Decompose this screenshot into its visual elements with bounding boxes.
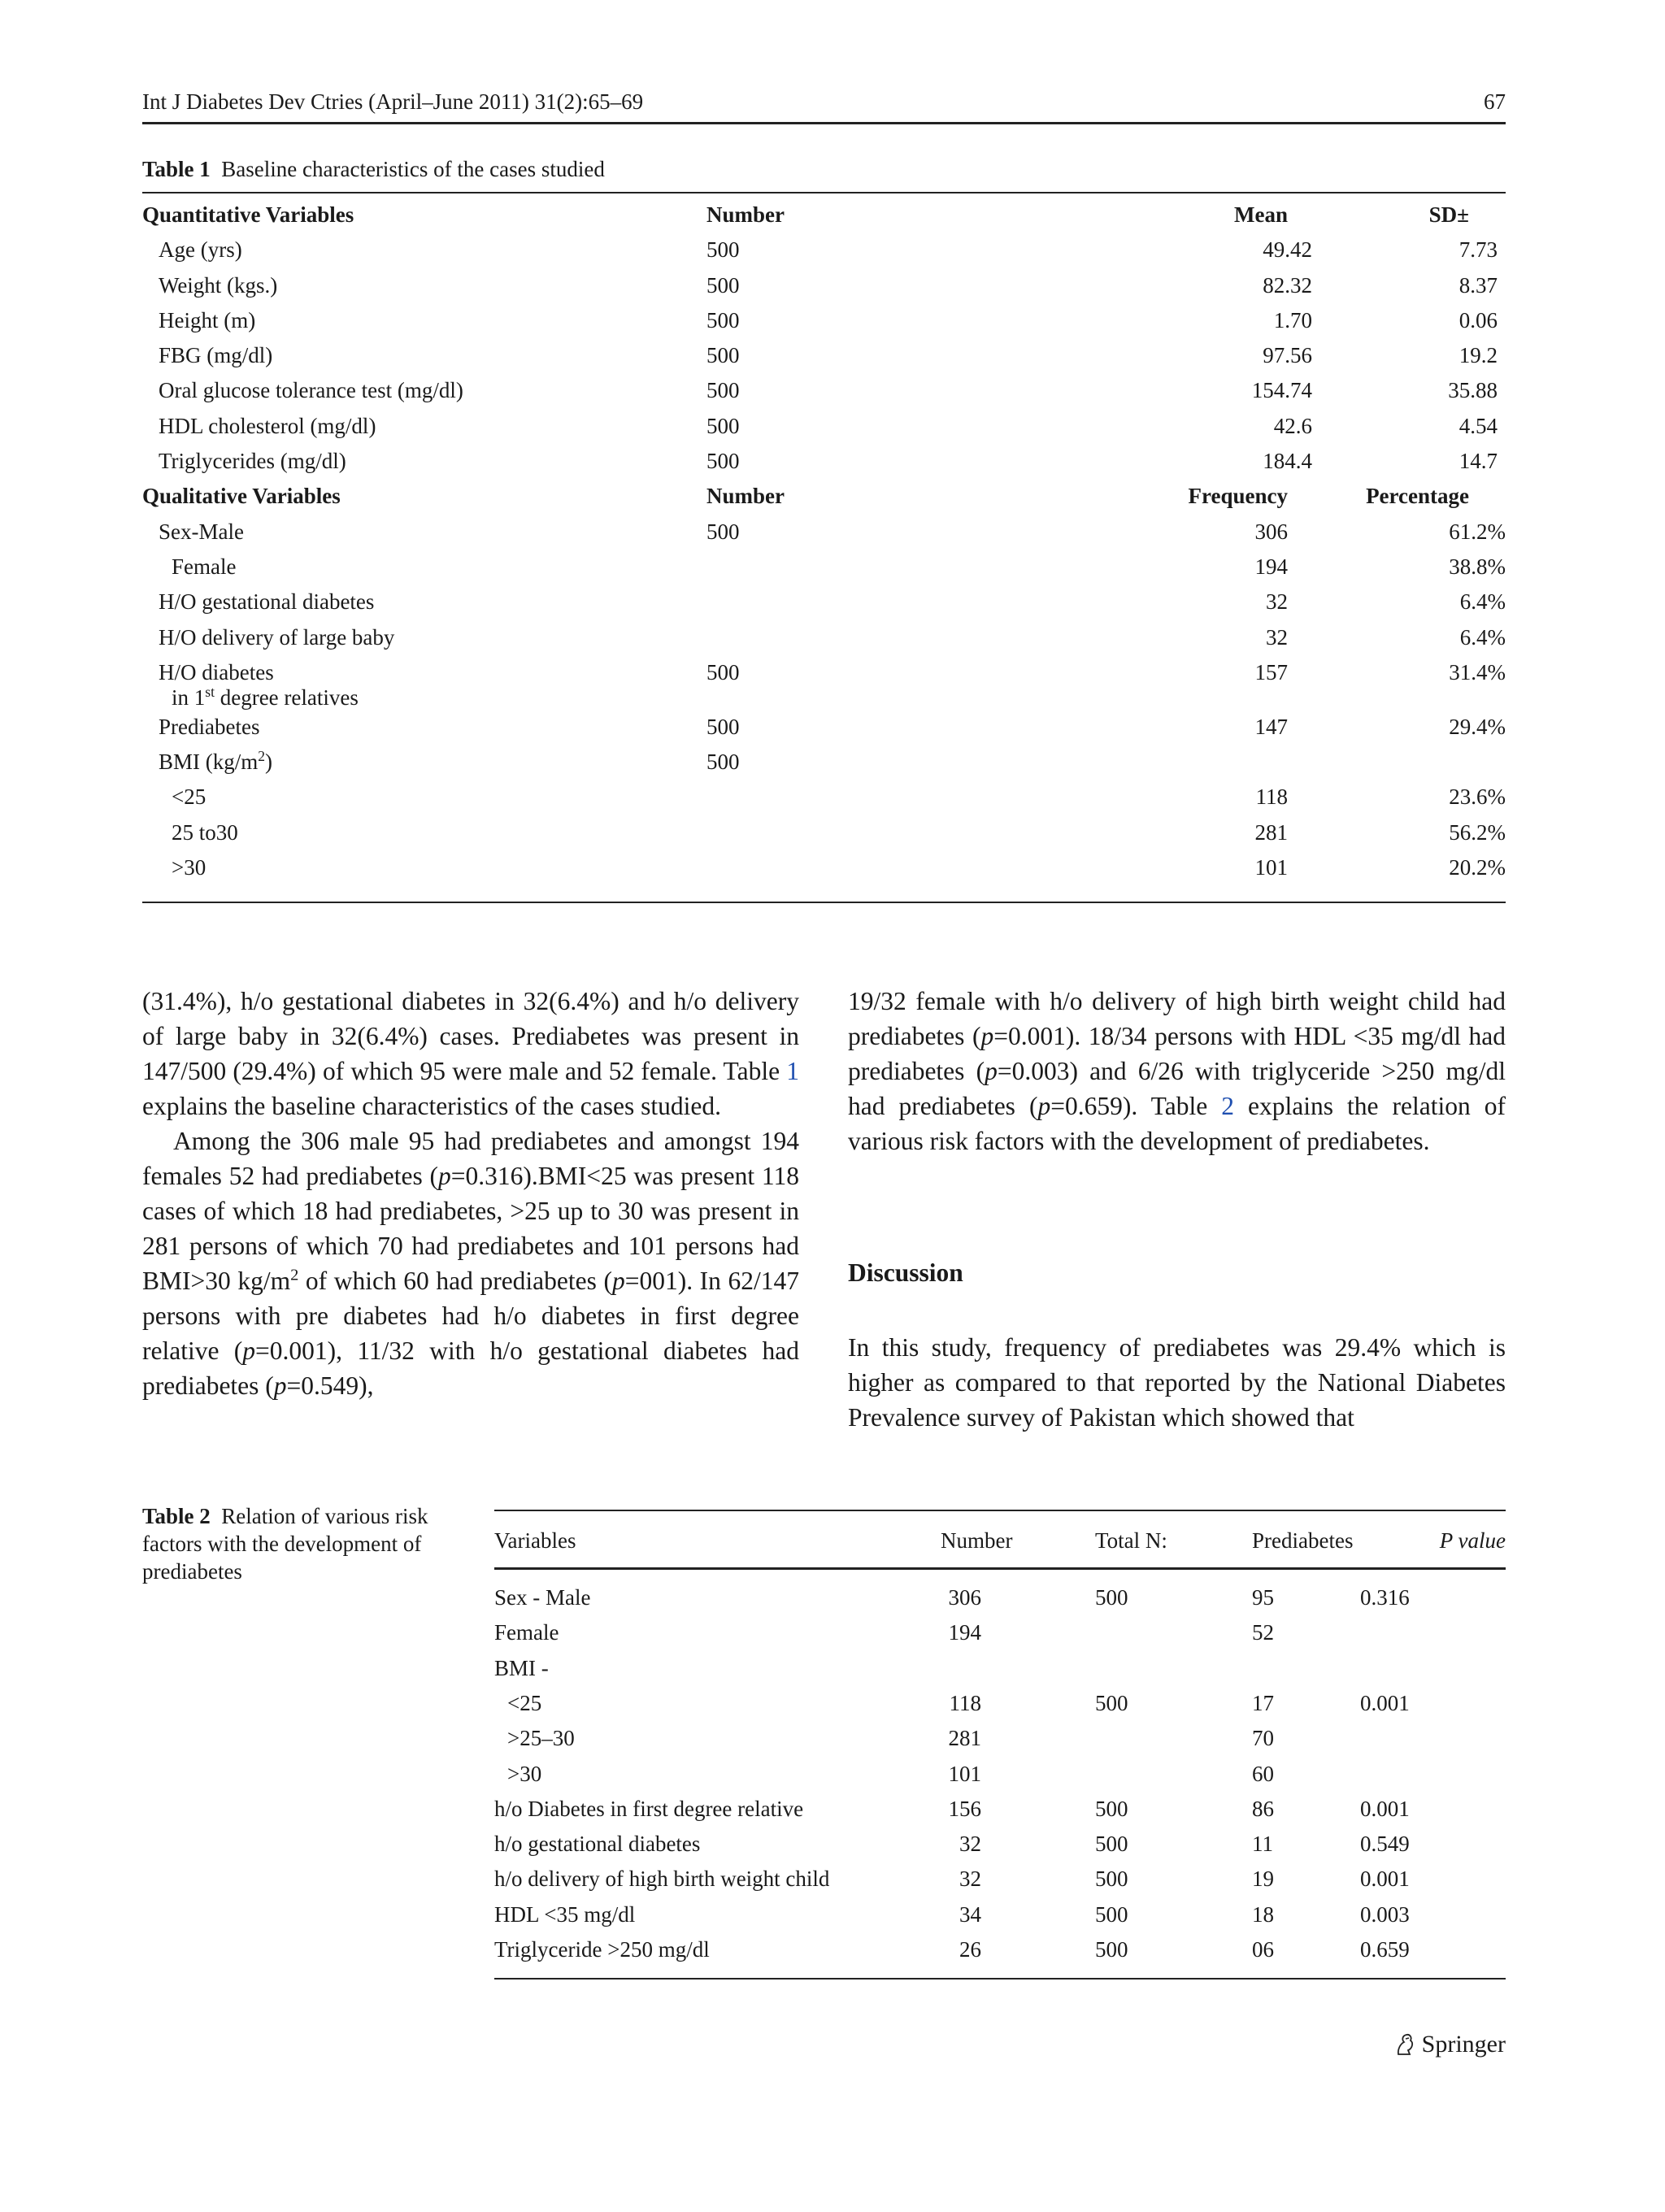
table1-header-cell: Number xyxy=(706,484,785,509)
body-right-paragraph-1 xyxy=(848,984,1506,1158)
table2-cell: >30 xyxy=(507,1761,542,1786)
table2-cell: 0.001 xyxy=(1360,1867,1410,1892)
table-row xyxy=(142,519,1506,554)
discussion-heading: Discussion xyxy=(848,1258,963,1287)
table-row xyxy=(142,589,1506,624)
table1-cell: 6.4% xyxy=(1459,589,1506,615)
table2-cell: 0.001 xyxy=(1360,1796,1410,1821)
table2-caption xyxy=(142,1502,459,1585)
table1-cell: 38.8% xyxy=(1449,554,1506,579)
table1-header-cell: Quantitative Variables xyxy=(142,202,354,227)
table1-cell: 23.6% xyxy=(1449,784,1506,810)
table2-cell: 500 xyxy=(1095,1901,1128,1927)
table1-cell: 61.2% xyxy=(1449,519,1506,544)
table2-cell: 86 xyxy=(1252,1796,1274,1821)
table2-cell: 101 xyxy=(948,1761,981,1786)
table1-cell: 20.2% xyxy=(1449,855,1506,880)
table2-cell: 500 xyxy=(1095,1867,1128,1892)
table-row xyxy=(494,1832,1506,1867)
table1-cell: Height (m) xyxy=(159,307,256,332)
p-symbol: p xyxy=(611,1267,625,1295)
table1-cell: 154.74 xyxy=(1251,378,1312,403)
table1-cell: 281 xyxy=(1254,819,1288,845)
table1-cell: 31.4% xyxy=(1449,659,1506,684)
table2-cell: 52 xyxy=(1252,1620,1274,1645)
table1-qual-header-row xyxy=(142,483,1506,518)
table1-header-cell: Frequency xyxy=(1188,484,1288,509)
table2-cell: 17 xyxy=(1252,1690,1274,1715)
table1-cell: 7.73 xyxy=(1459,237,1498,263)
table1-cell: 184.4 xyxy=(1263,449,1312,474)
discussion-paragraph: In this study, frequency of prediabetes was 29.4% which is higher as compared to that reported by the National Diabetes Prevalence survey of Pakistan which showed that xyxy=(848,1333,1506,1432)
table1-cell xyxy=(706,589,991,624)
page-number: 67 xyxy=(1484,89,1506,114)
table2-header-pvalue xyxy=(1440,1528,1506,1554)
table2-header-number: Number xyxy=(941,1528,1013,1553)
table2-header-rule xyxy=(494,1567,1506,1570)
table2-top-rule xyxy=(494,1510,1506,1511)
text-run: 19/32 female with h/o delivery of high birth weight child had prediabetes ( xyxy=(848,987,1506,1050)
table2-cell: <25 xyxy=(507,1690,542,1715)
p-symbol: P xyxy=(1439,1528,1453,1553)
table2-cell: 500 xyxy=(1095,1585,1128,1610)
table1-cell: 6.4% xyxy=(1459,624,1506,650)
table-row xyxy=(142,272,1506,307)
table2-cell: 06 xyxy=(1252,1937,1274,1962)
table2-header-total: Total N: xyxy=(1095,1528,1167,1553)
text-run: =0.549), xyxy=(286,1371,374,1400)
table1-cell: 500 xyxy=(706,519,740,544)
table1-cell: 500 xyxy=(706,307,740,332)
table2-cell: 0.003 xyxy=(1360,1901,1410,1927)
table1-top-rule xyxy=(142,192,1506,193)
text-run: explains the baseline characteristics of the cases studied. xyxy=(142,1092,721,1120)
table1-cell: >30 xyxy=(172,855,206,880)
table1-cell: 147 xyxy=(1254,714,1288,739)
table2-cell: Triglyceride >250 mg/dl xyxy=(494,1937,710,1962)
text-run: =0.001), 11/32 with h/o gestational diabetes had prediabetes ( xyxy=(142,1336,799,1400)
table2-cell: 194 xyxy=(948,1620,981,1645)
table1-cell xyxy=(706,554,991,589)
table2-cell: h/o delivery of high birth weight child xyxy=(494,1867,830,1892)
table1 xyxy=(142,202,1506,889)
table-row xyxy=(494,1620,1506,1655)
table2-cell: h/o gestational diabetes xyxy=(494,1832,701,1857)
table1-caption-text: Baseline characteristics of the cases studied xyxy=(221,157,605,181)
table2-cell: 0.659 xyxy=(1360,1937,1410,1962)
table-row xyxy=(494,1691,1506,1726)
table1-cell: 118 xyxy=(1255,784,1288,810)
springer-horse-icon xyxy=(1394,2032,1415,2057)
table-row xyxy=(142,237,1506,272)
table-row xyxy=(494,1726,1506,1761)
table-row xyxy=(494,1867,1506,1901)
table1-header-cell: Mean xyxy=(1234,202,1288,227)
table2-header-prediabetes: Prediabetes xyxy=(1252,1528,1354,1553)
diabetes-relatives-line2-post: degree relatives xyxy=(214,684,359,710)
table-row xyxy=(142,784,1506,819)
table2-cell: >25–30 xyxy=(507,1726,575,1751)
table-row xyxy=(142,307,1506,342)
springer-logo-text: Springer xyxy=(1421,2031,1506,2058)
table1-cell: 101 xyxy=(1254,855,1288,880)
table1-cell: Age (yrs) xyxy=(159,237,242,263)
table-row xyxy=(142,854,1506,889)
table2-cell: 95 xyxy=(1252,1585,1274,1610)
text-run: =001). In 62/147 persons with pre diabetes had h/o diabetes in first degree relative ( xyxy=(142,1267,799,1365)
p-symbol: p xyxy=(273,1371,287,1400)
p-symbol: p xyxy=(438,1162,451,1190)
table-row xyxy=(494,1762,1506,1797)
table1-cell: Female xyxy=(172,554,237,579)
table-row xyxy=(142,819,1506,854)
text-run: =0.003) and 6/26 with triglyceride >250 mg/dl had prediabetes ( xyxy=(848,1057,1506,1120)
table1-header-cell: Percentage xyxy=(1366,484,1469,509)
table1-cell: 500 xyxy=(706,343,740,368)
table2-cell: 0.316 xyxy=(1360,1585,1410,1610)
springer-logo xyxy=(1394,2031,1506,2058)
running-header-journal: Int J Diabetes Dev Ctries (April–June 2011) 31(2):65–69 xyxy=(142,89,644,114)
table2-cell: 0.001 xyxy=(1360,1690,1410,1715)
text-run: =0.659). Table xyxy=(1050,1092,1222,1120)
table2-cell: 19 xyxy=(1252,1867,1274,1892)
table1-cell: Oral glucose tolerance test (mg/dl) xyxy=(159,378,463,403)
table2-cell: BMI - xyxy=(494,1655,549,1680)
text-run: (31.4%), h/o gestational diabetes in 32(6.4%) and h/o delivery of large baby in 32(6.4%) cases. Prediabetes was present in 147/500 (29.4%) of which 95 were male and 52 female. Table xyxy=(142,987,799,1085)
table2-cell: 281 xyxy=(948,1726,981,1751)
table1-cell: 306 xyxy=(1254,519,1288,544)
table1-bottom-rule xyxy=(142,902,1506,903)
table1-cell: 500 xyxy=(706,237,740,263)
table1-cell: 500 xyxy=(706,659,740,684)
table1-cell: 4.54 xyxy=(1459,413,1498,438)
table1-cell: 29.4% xyxy=(1449,714,1506,739)
table1-cell: 0.06 xyxy=(1459,307,1498,332)
text-run: Among the 306 male 95 had prediabetes and amongst 194 females 52 had prediabetes ( xyxy=(142,1127,799,1190)
table1-header-cell: SD± xyxy=(1428,202,1469,227)
table2-cell: 34 xyxy=(959,1901,981,1927)
table1-cell: 500 xyxy=(706,272,740,298)
table1-cell: 42.6 xyxy=(1273,413,1312,438)
table1-cell xyxy=(142,659,706,714)
table-row xyxy=(142,342,1506,377)
bmi-label-pre: BMI (kg/m xyxy=(159,750,259,775)
table1-cell: 49.42 xyxy=(1263,237,1312,263)
table1-caption xyxy=(142,157,605,182)
table2-label: Table 2 xyxy=(142,1504,211,1528)
table2-cell: 306 xyxy=(948,1585,981,1610)
table1-cell: Sex-Male xyxy=(159,519,244,544)
table1-cell: 97.56 xyxy=(1263,343,1312,368)
table2-cell: 156 xyxy=(948,1796,981,1821)
table-row xyxy=(494,1656,1506,1691)
table1-cell: 25 to30 xyxy=(172,819,238,845)
body-left-paragraph-1 xyxy=(142,984,799,1123)
table2-cell: 32 xyxy=(959,1867,981,1892)
table-row xyxy=(142,413,1506,448)
table1-cell: 500 xyxy=(706,714,740,739)
table1-cell: H/O gestational diabetes xyxy=(159,589,375,615)
table2-cell: 32 xyxy=(959,1832,981,1857)
table2-cell: 500 xyxy=(1095,1832,1128,1857)
body-left-paragraph-2 xyxy=(142,1123,799,1403)
header-rule xyxy=(142,122,1506,124)
table1-cell: 82.32 xyxy=(1263,272,1312,298)
p-symbol: p xyxy=(980,1022,994,1050)
table2-reference-link[interactable]: 2 xyxy=(1221,1092,1234,1120)
body-left-column xyxy=(142,984,799,1403)
table2-cell: Female xyxy=(494,1620,559,1645)
table-row xyxy=(142,749,1506,784)
text-run: explains the relation of various risk factors with the development of prediabetes. xyxy=(848,1092,1506,1155)
table2-header-variables: Variables xyxy=(494,1528,576,1553)
table1-cell: Prediabetes xyxy=(159,714,260,739)
table2-cell: 11 xyxy=(1252,1832,1273,1857)
body-right-column-discussion xyxy=(848,1330,1506,1435)
table-row xyxy=(142,624,1506,659)
table1-quant-header-row xyxy=(142,202,1506,237)
table2-cell: 500 xyxy=(1095,1937,1128,1962)
table1-cell: FBG (mg/dl) xyxy=(159,343,273,368)
table1-cell: 35.88 xyxy=(1448,378,1498,403)
table1-cell: Triglycerides (mg/dl) xyxy=(159,449,346,474)
table1-header-cell: Qualitative Variables xyxy=(142,484,341,509)
table1-cell xyxy=(142,749,706,784)
table2-cell: 0.549 xyxy=(1360,1832,1410,1857)
table2-cell: 500 xyxy=(1095,1796,1128,1821)
text-run: of which 60 had prediabetes ( xyxy=(298,1267,612,1295)
table1-cell: 500 xyxy=(706,378,740,403)
table1-cell: 500 xyxy=(706,449,740,474)
table1-cell: 14.7 xyxy=(1459,449,1498,474)
table1-cell: 56.2% xyxy=(1449,819,1506,845)
table2-bottom-rule xyxy=(494,1978,1506,1980)
table1-cell xyxy=(706,624,991,659)
text-run: =0.001). 18/34 persons with HDL <35 mg/dl had prediabetes ( xyxy=(848,1022,1506,1085)
p-symbol: p xyxy=(242,1336,256,1365)
text-run: =0.316).BMI<25 was present 118 cases of which 18 had prediabetes, >25 up to 30 was present in 281 persons of which 70 had prediabetes and 101 persons had BMI>30 kg/m xyxy=(142,1162,800,1295)
table2-header-pvalue-text: value xyxy=(1452,1528,1506,1553)
table-row xyxy=(142,377,1506,412)
diabetes-relatives-sup: st xyxy=(205,683,215,700)
table1-cell: H/O delivery of large baby xyxy=(159,624,395,650)
table1-cell: Weight (kgs.) xyxy=(159,272,278,298)
p-symbol: p xyxy=(985,1057,998,1085)
table1-cell: 194 xyxy=(1254,554,1288,579)
p-symbol: p xyxy=(1037,1092,1051,1120)
table1-cell: HDL cholesterol (mg/dl) xyxy=(159,413,376,438)
table1-header-cell: Number xyxy=(706,202,785,227)
table2-caption-text: Relation of various risk factors with the development of prediabetes xyxy=(142,1504,428,1584)
table2-cell: 18 xyxy=(1252,1901,1274,1927)
body-right-column xyxy=(848,984,1506,1158)
table1-cell: 8.37 xyxy=(1459,272,1498,298)
table-row xyxy=(494,1797,1506,1832)
table-row xyxy=(142,554,1506,589)
table2-cell: Sex - Male xyxy=(494,1585,591,1610)
table1-cell: 19.2 xyxy=(1459,343,1498,368)
bmi-label-sup: 2 xyxy=(258,748,266,765)
table1-cell: 500 xyxy=(706,413,740,438)
table-row xyxy=(494,1902,1506,1937)
table-row xyxy=(142,659,1506,714)
diabetes-relatives-line2-pre: in 1 xyxy=(172,684,206,710)
table1-cell: 500 xyxy=(706,750,740,775)
table-row xyxy=(142,714,1506,749)
table-row xyxy=(142,448,1506,483)
table2-cell: 26 xyxy=(959,1937,981,1962)
table1-cell: 32 xyxy=(1266,624,1288,650)
bmi-label-post: ) xyxy=(265,750,273,775)
table1-reference-link[interactable]: 1 xyxy=(786,1057,799,1085)
table1-cell: 32 xyxy=(1266,589,1288,615)
table2-cell: 118 xyxy=(949,1690,981,1715)
table2-cell: 60 xyxy=(1252,1761,1274,1786)
table2-cell: 500 xyxy=(1095,1690,1128,1715)
superscript: 2 xyxy=(290,1266,299,1284)
table-row xyxy=(494,1937,1506,1972)
diabetes-relatives-line1: H/O diabetes xyxy=(159,659,274,684)
table1-cell: 1.70 xyxy=(1273,307,1312,332)
table2-cell: h/o Diabetes in first degree relative xyxy=(494,1796,804,1821)
table2-cell: HDL <35 mg/dl xyxy=(494,1901,636,1927)
table-row xyxy=(494,1585,1506,1620)
diabetes-relatives-line2 xyxy=(159,684,706,711)
table1-label: Table 1 xyxy=(142,157,211,181)
table1-cell: 157 xyxy=(1254,659,1288,684)
table2-cell: 70 xyxy=(1252,1726,1274,1751)
table1-cell: <25 xyxy=(172,784,206,810)
